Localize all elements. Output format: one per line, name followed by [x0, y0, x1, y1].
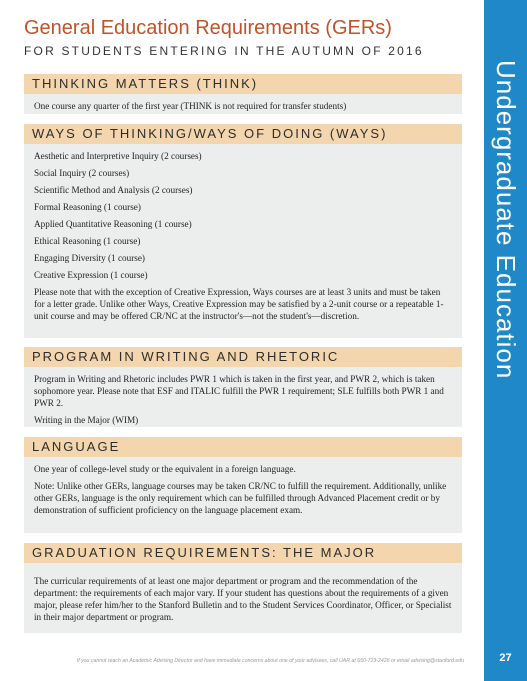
section-paragraph: One course any quarter of the first year (THINK is not required for transfer students) — [34, 101, 347, 111]
ways-item: Creative Expression (1 course) — [34, 270, 148, 280]
footer-note: If you cannot reach an Academic Advising Director and have immediate concerns about one of your advisees, call UAR at 650-723-2426 or email advising@stanford.edu — [76, 658, 464, 664]
page-number: 27 — [499, 652, 512, 664]
ways-item: Social Inquiry (2 courses) — [34, 168, 130, 178]
page-title: General Education Requirements (GERs) — [24, 17, 392, 39]
section-heading: PROGRAM IN WRITING AND RHETORIC — [24, 347, 462, 367]
section-ways — [24, 124, 462, 338]
ways-item: Aesthetic and Interpretive Inquiry (2 courses) — [34, 151, 202, 161]
ways-item: Ethical Reasoning (1 course) — [34, 236, 141, 246]
section-body — [24, 144, 462, 322]
section-body — [24, 563, 462, 623]
sidebar-label: Undergraduate Education — [491, 60, 521, 380]
section-paragraph: Program in Writing and Rhetoric includes PWR 1 which is taken in the first year, and PWR 2, which is taken sophomore year. Please note that ESF and ITALIC fulfill the PWR 1 requirement; SLE fulfills both PWR 1 and PWR 2. — [34, 374, 444, 408]
page-subtitle: FOR STUDENTS ENTERING IN THE AUTUMN OF 2016 — [24, 44, 424, 58]
ways-item: Scientific Method and Analysis (2 courses) — [34, 185, 193, 195]
section-body — [24, 367, 462, 426]
section-language — [24, 437, 462, 533]
section-paragraph: Note: Unlike other GERs, language courses may be taken CR/NC to fulfill the requirement. Additionally, unlike other GERs, language is the only requirement which can be fulfilled through Advanced Placement credit or by demonstration of sufficient proficiency on the language placement exam. — [34, 481, 447, 515]
section-body — [24, 94, 462, 112]
section-heading: LANGUAGE — [24, 437, 462, 457]
section-paragraph: Writing in the Major (WIM) — [34, 415, 139, 425]
section-paragraph: The curricular requirements of at least one major department or program and the recommendation of the department: the requirements of each major vary. If your student has questions about the requirements of a given major, please refer him/her to the Stanford Bulletin and to the Student Services Coordinator, Officer, or Specialist in their major department or program. — [34, 576, 452, 622]
section-heading: THINKING MATTERS (THINK) — [24, 74, 462, 94]
section-paragraph: One year of college-level study or the equivalent in a foreign language. — [34, 464, 296, 474]
section-graduation — [24, 543, 462, 633]
section-pwr — [24, 347, 462, 427]
ways-note: Please note that with the exception of Creative Expression, Ways courses are at least 3 units and must be taken for a letter grade. Unlike other Ways, Creative Expression may be satisfied by a 2-unit course or a repeatable 1-unit course and may be offered CR/NC at the instructor's—not the student's—discretion. — [34, 287, 444, 321]
ways-item: Formal Reasoning (1 course) — [34, 202, 141, 212]
section-heading: GRADUATION REQUIREMENTS: THE MAJOR — [24, 543, 462, 563]
ways-item: Applied Quantitative Reasoning (1 course) — [34, 219, 192, 229]
ways-item: Engaging Diversity (1 course) — [34, 253, 145, 263]
section-heading: WAYS OF THINKING/WAYS OF DOING (WAYS) — [24, 124, 462, 144]
section-think — [24, 74, 462, 114]
section-body — [24, 457, 462, 516]
sidebar-label-wrap — [484, 0, 527, 440]
